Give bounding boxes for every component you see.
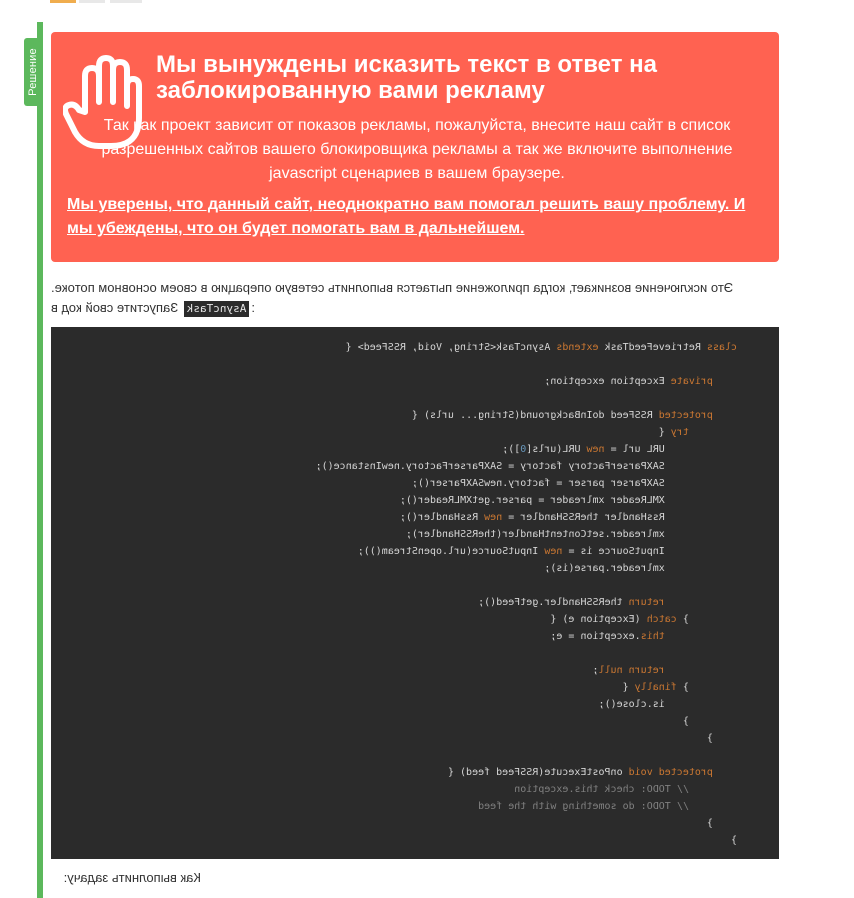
- adblock-notice: [51, 32, 779, 262]
- code-line: } catch (Exception e) {: [550, 614, 737, 625]
- code-line: private Exception exception;: [544, 376, 713, 387]
- code-line: }: [682, 716, 737, 727]
- code-line: } finally {: [622, 682, 737, 693]
- top-tab[interactable]: [110, 0, 142, 3]
- adblock-link[interactable]: Мы уверены, что данный сайт, неоднократно вам помогал решить вашу проблему. И мы убеждены, что он будет помогать вам в дальнейшем.: [67, 196, 746, 237]
- code-line: }: [730, 835, 737, 846]
- answer-paragraph-text: Это исключение возникает, когда приложение пытается выполнить сетевую операцию в своем основном потоке. Запустите свой код в: [51, 280, 734, 315]
- adblock-title: Мы вынуждены исказить текст в ответ на заблокированную вами рекламу: [156, 51, 657, 104]
- top-tab[interactable]: [79, 0, 105, 3]
- code-content: [51, 339, 751, 849]
- code-line: }: [706, 818, 737, 829]
- answer-paragraph: [51, 278, 739, 318]
- code-line: class RetrieveFeedTask extends AsyncTask<String, Void, RSSFeed> {: [345, 342, 737, 353]
- solution-tab: [24, 38, 42, 106]
- code-line: // TODO: check this.exception: [514, 784, 689, 795]
- answer-paragraph-colon: :: [251, 300, 255, 315]
- code-line: RssHandler theRSSHandler = new RssHandler();: [399, 512, 737, 523]
- code-line: [65, 645, 737, 662]
- solution-tab-label: Решение: [27, 48, 39, 96]
- code-line: [65, 577, 737, 594]
- code-line: XMLReader xmlreader = parser.getXMLReader();: [399, 495, 737, 506]
- code-line: return theRSSHandler.getFeed();: [478, 597, 665, 608]
- code-line: SAXParser parser = factory.newSAXParser();: [411, 478, 737, 489]
- code-line: URL url = new URL(urls[0]);: [502, 444, 737, 455]
- code-line: xmlreader.parse(is);: [544, 563, 737, 574]
- inline-code-asynctask: AsyncTask: [184, 301, 250, 317]
- solution-accent-bar: [37, 22, 43, 898]
- code-line: xmlreader.setContentHandler(theRSSHandler);: [405, 529, 737, 540]
- code-line: return null;: [592, 665, 665, 676]
- code-block[interactable]: [51, 327, 779, 859]
- question-text: Как выполнить задачу:: [63, 870, 201, 885]
- code-line: [65, 356, 737, 373]
- code-line: try {: [658, 427, 689, 438]
- top-tabs: [50, 0, 170, 3]
- top-tab-active[interactable]: [50, 0, 76, 3]
- code-line: // TODO: do something with the feed: [478, 801, 689, 812]
- adblock-text: Так как проект зависит от показов рекламы, пожалуйста, внесите наш сайт в список разрешенных сайтов вашего блокировщика рекламы а так же включите выполнение javascript сценариев в вашем браузере.: [101, 117, 733, 182]
- code-line: InputSource is = new InputSource(url.openStream());: [357, 546, 737, 557]
- code-line: is.close();: [598, 699, 737, 710]
- code-line: this.exception = e;: [550, 631, 665, 642]
- code-line: }: [706, 733, 737, 744]
- code-line: protected void onPostExecute(RSSFeed feed) {: [447, 767, 713, 778]
- code-line: [65, 747, 737, 764]
- code-line: [65, 390, 737, 407]
- code-line: protected RSSFeed doInBackground(String... urls) {: [411, 410, 713, 421]
- code-line: SAXParserFactory factory = SAXParserFactory.newInstance();: [315, 461, 737, 472]
